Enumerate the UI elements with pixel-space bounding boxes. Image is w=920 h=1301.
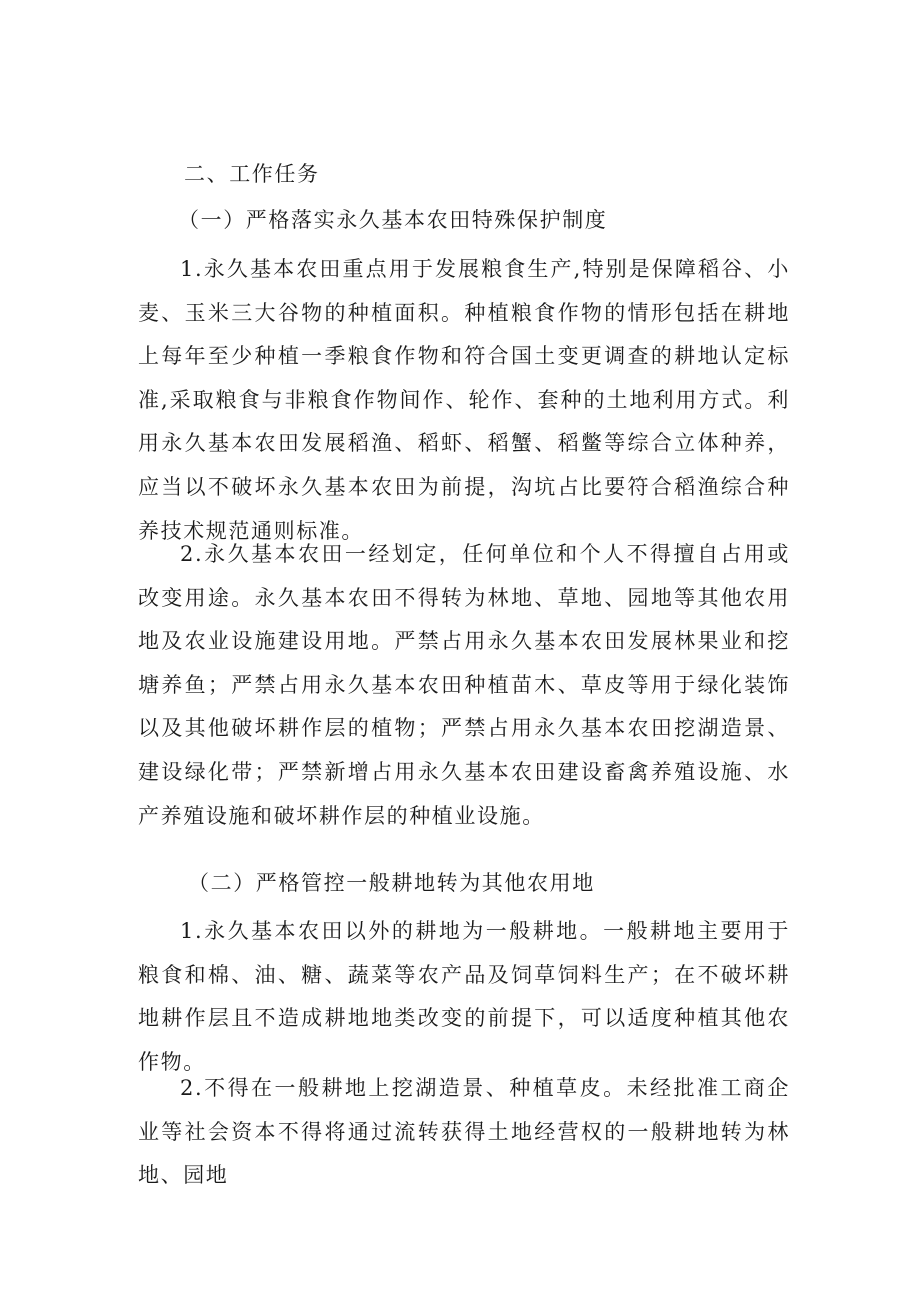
paragraph-1-1: 1.永久基本农田重点用于发展粮食生产,特别是保障稻谷、小麦、玉米三大谷物的种植面积。种植粮食作物的情形包括在耕地上每年至少种植一季粮食作物和符合国土变更调查的耕地认定标准,采取粮食与非粮食作物间作、轮作、套种的土地利用方式。利用永久基本农田发展稻渔、稻虾、稻蟹、稻鳖等综合立体种养，应当以不破坏永久基本农田为前提，沟坑占比要符合稻渔综合种养技术规范通则标准。 — [138, 257, 790, 543]
paragraph-2-1: 1.永久基本农田以外的耕地为一般耕地。一般耕地主要用于粮食和棉、油、糖、蔬菜等农产品及饲草饲料生产；在不破坏耕地耕作层且不造成耕地地类改变的前提下，可以适度种植其他农作物。 — [138, 919, 790, 1074]
paragraph-1-2: 2.永久基本农田一经划定，任何单位和个人不得擅自占用或改变用途。永久基本农田不得转为林地、草地、园地等其他农用地及农业设施建设用地。严禁占用永久基本农田发展林果业和挖塘养鱼；严禁占用永久基本农田种植苗木、草皮等用于绿化装饰以及其他破坏耕作层的植物；严禁占用永久基本农田挖湖造景、建设绿化带；严禁新增占用永久基本农田建设畜禽养殖设施、水产养殖设施和破坏耕作层的种植业设施。 — [138, 542, 790, 828]
paragraph-2-2: 2.不得在一般耕地上挖湖造景、种植草皮。未经批准工商企业等社会资本不得将通过流转获得土地经营权的一般耕地转为林地、园地 — [138, 1076, 790, 1188]
subsection-heading-1: （一）严格落实永久基本农田特殊保护制度 — [178, 208, 608, 232]
section-heading: 二、工作任务 — [184, 162, 320, 186]
subsection-heading-2: （二）严格管控一般耕地转为其他农用地 — [188, 871, 595, 895]
